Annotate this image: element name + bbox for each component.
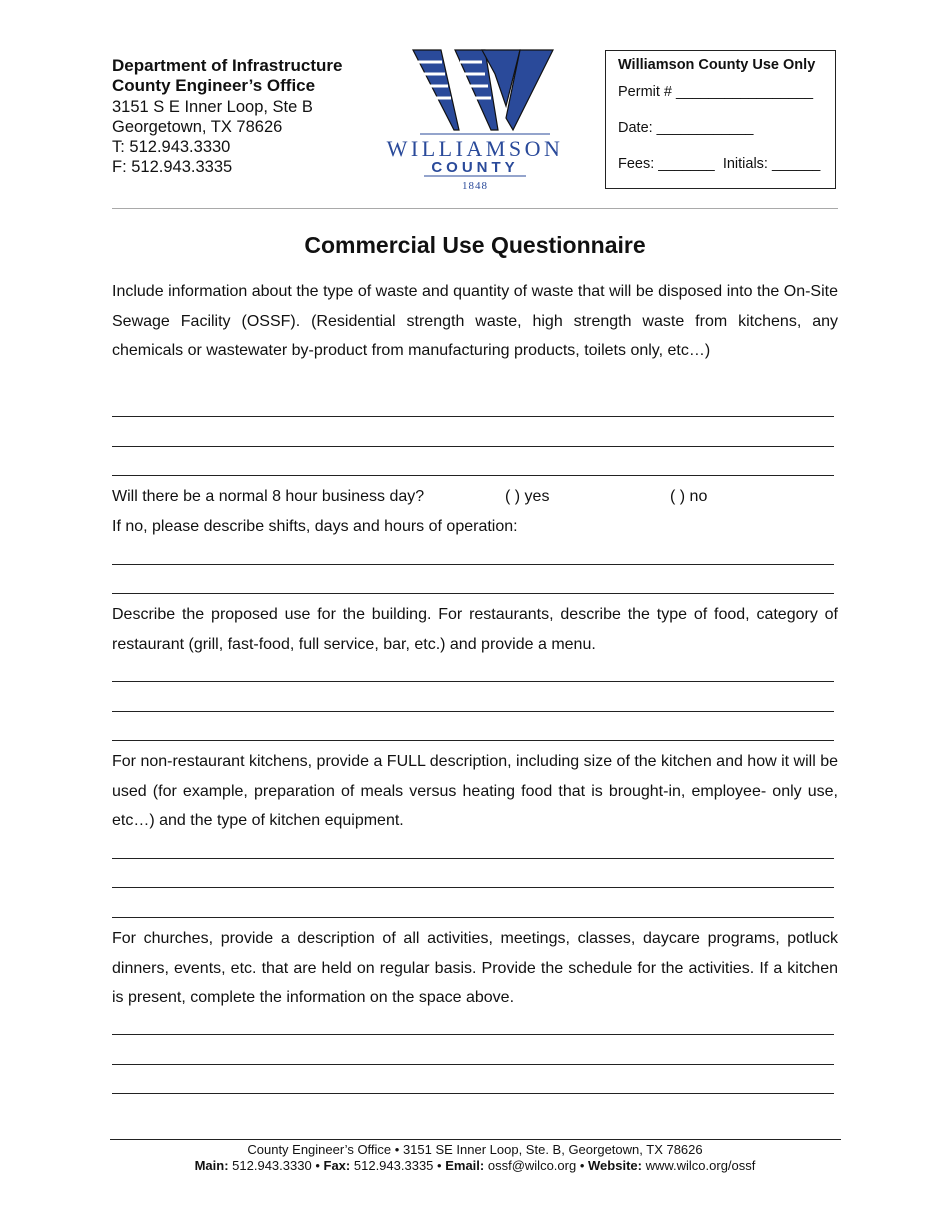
header-divider xyxy=(112,208,838,209)
waste-question: Include information about the type of waste and quantity of waste that will be disposed into the On-Site Sewage Facility (OSSF). (Residential strength waste, high strength waste from kitchens, any chemicals or wastewater by-product from manufacturing products, toilets only, etc…) xyxy=(112,283,838,359)
waste-answer-line-2[interactable] xyxy=(112,446,834,447)
phone-number: T: 512.943.3330 xyxy=(112,138,231,157)
logo-sub: COUNTY xyxy=(431,159,519,176)
proposed-use-answer-line-2[interactable] xyxy=(112,711,834,712)
proposed-use-answer-line-3[interactable] xyxy=(112,740,834,741)
footer-divider xyxy=(110,1139,841,1140)
footer-email-label: Email: xyxy=(445,1158,485,1173)
footer-website-label: Website: xyxy=(588,1158,642,1173)
waste-answer-line-1[interactable] xyxy=(112,416,834,417)
footer-fax: 512.943.3335 xyxy=(353,1158,434,1173)
churches-answer-line-3[interactable] xyxy=(112,1093,834,1094)
churches-question: For churches, provide a description of all activities, meetings, classes, daycare programs, potluck dinners, events, etc. that are held on regular basis. Provide the schedule for the activities. If a kitchen is present, complete the information on the space above. xyxy=(112,930,838,1006)
kitchens-answer-line-2[interactable] xyxy=(112,887,834,888)
waste-answer-line-3[interactable] xyxy=(112,475,834,476)
office-name: County Engineer’s Office xyxy=(112,76,316,96)
office-address-block xyxy=(112,56,342,178)
date-field[interactable]: Date: ____________ xyxy=(618,120,754,136)
office-use-title: Williamson County Use Only xyxy=(618,57,816,73)
shifts-answer-line-1[interactable] xyxy=(112,564,834,565)
address-line-1: 3151 S E Inner Loop, Ste B xyxy=(112,97,313,116)
fees-initials-row xyxy=(618,155,835,191)
proposed-use-question: Describe the proposed use for the building. For restaurants, describe the type of food, category of restaurant (grill, fast-food, full service, bar, etc.) and provide a menu. xyxy=(112,606,838,653)
footer-separator: • xyxy=(315,1158,320,1173)
yes-radio[interactable]: ( ) yes xyxy=(505,488,550,505)
footer-main-phone: 512.943.3330 xyxy=(232,1158,312,1173)
churches-answer-line-1[interactable] xyxy=(112,1034,834,1035)
address-line-2: Georgetown, TX 78626 xyxy=(112,117,283,136)
footer-website-link[interactable]: www.wilco.org/ossf xyxy=(645,1158,756,1173)
logo-year: 1848 xyxy=(462,180,488,192)
shifts-question: If no, please describe shifts, days and hours of operation: xyxy=(112,518,518,535)
kitchens-answer-line-1[interactable] xyxy=(112,858,834,859)
department-name: Department of Infrastructure xyxy=(112,56,343,75)
no-radio[interactable]: ( ) no xyxy=(670,488,708,505)
footer-address: County Engineer’s Office • 3151 SE Inner Loop, Ste. B, Georgetown, TX 78626 xyxy=(247,1142,703,1157)
shifts-answer-line-2[interactable] xyxy=(112,593,834,594)
page-title: Commercial Use Questionnaire xyxy=(304,232,646,258)
footer-email-link[interactable]: ossf@wilco.org xyxy=(487,1158,577,1173)
fax-number: F: 512.943.3335 xyxy=(112,158,233,177)
office-use-box xyxy=(605,50,836,189)
fees-field[interactable]: Fees: _______ xyxy=(618,156,715,172)
churches-answer-line-2[interactable] xyxy=(112,1064,834,1065)
footer-separator: • xyxy=(579,1158,585,1173)
logo-name: WILLIAMSON xyxy=(386,136,564,161)
kitchens-answer-line-3[interactable] xyxy=(112,917,834,918)
footer-separator: • xyxy=(437,1158,442,1173)
williamson-county-logo xyxy=(370,46,580,196)
footer-contacts xyxy=(0,1158,950,1174)
footer-main-label: Main: xyxy=(194,1158,229,1173)
permit-field[interactable]: Permit # _________________ xyxy=(618,84,814,100)
kitchens-question: For non-restaurant kitchens, provide a FULL description, including size of the kitchen and how it will be used (for example, preparation of meals versus heating food that is brought-in, employee- only use, etc…) and the type of kitchen equipment. xyxy=(112,753,839,829)
initials-field[interactable]: Initials: ______ xyxy=(722,156,821,172)
footer-fax-label: Fax: xyxy=(323,1158,351,1173)
proposed-use-answer-line-1[interactable] xyxy=(112,681,834,682)
business-day-question: Will there be a normal 8 hour business day? xyxy=(112,488,425,505)
